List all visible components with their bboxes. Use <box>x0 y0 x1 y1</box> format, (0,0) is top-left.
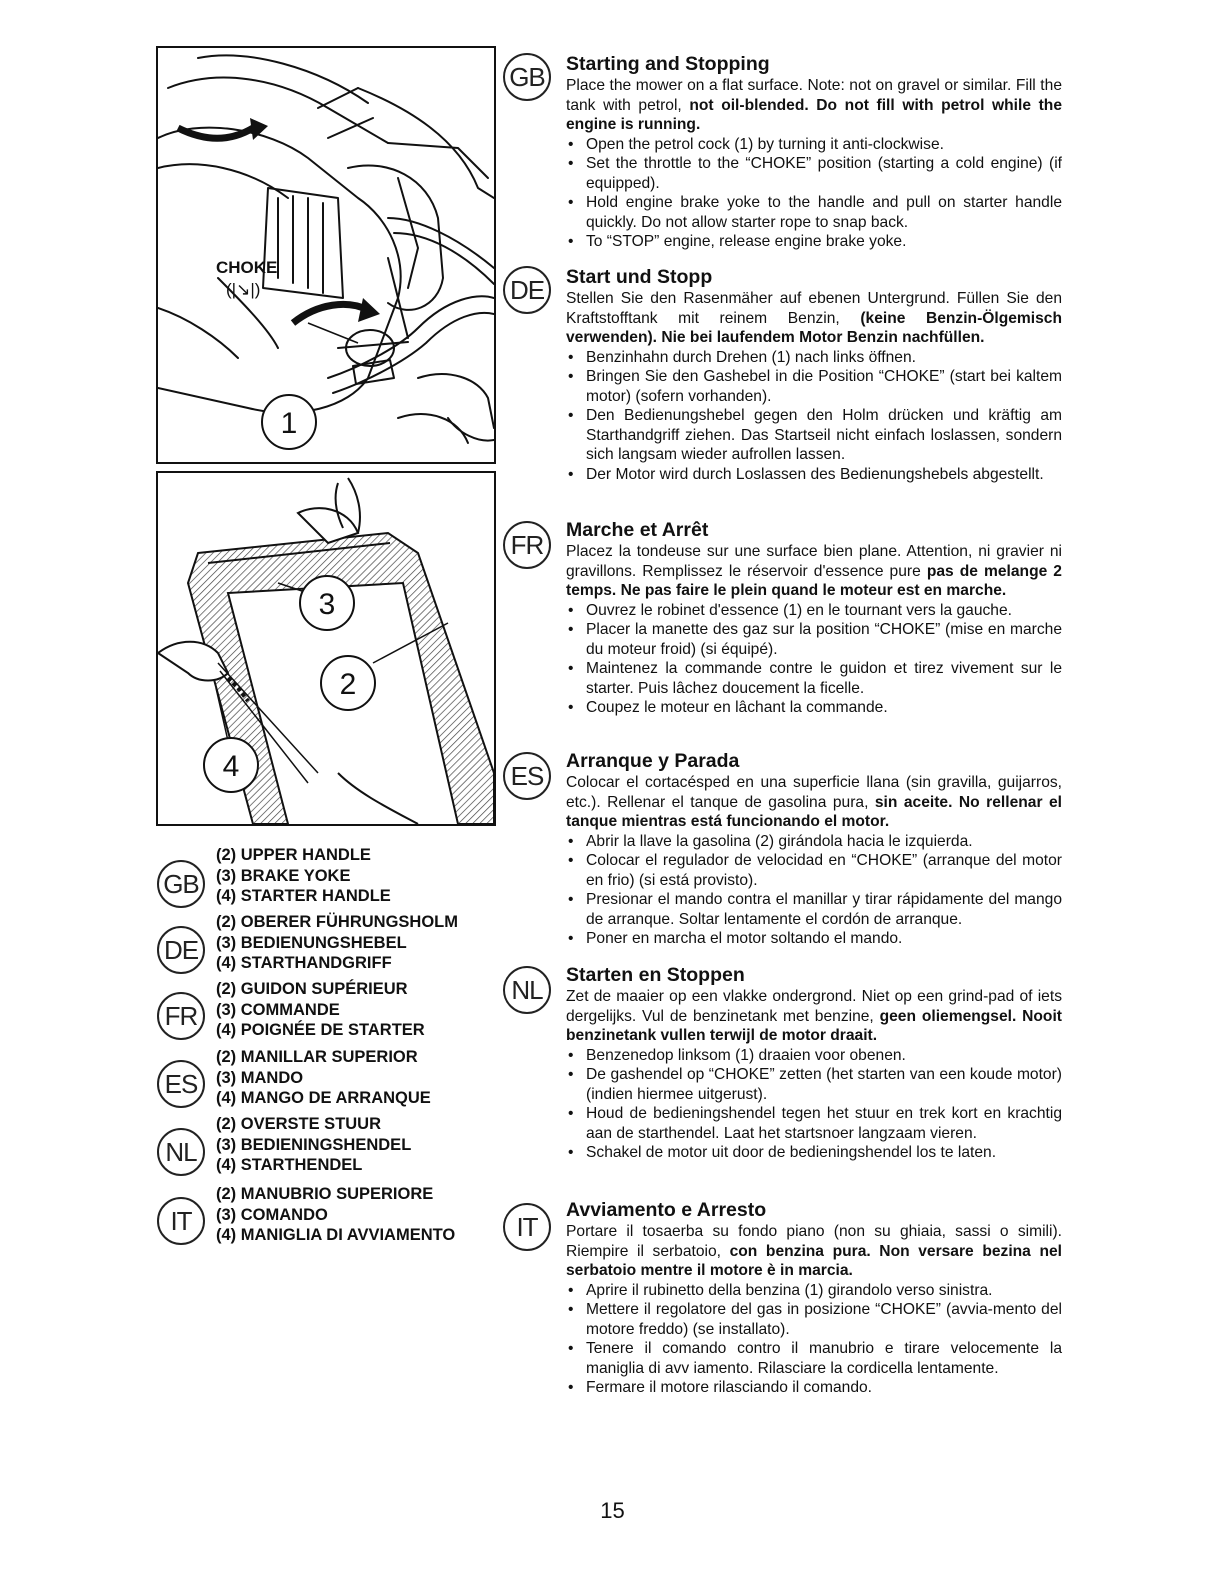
language-badge-de: DE <box>503 266 551 314</box>
legend-line: (4) POIGNÉE DE STARTER <box>216 1021 425 1039</box>
section-title: Start und Stopp <box>566 266 713 288</box>
legend-line: (2) GUIDON SUPÉRIEUR <box>216 980 408 998</box>
section-gb <box>566 53 1062 252</box>
legend-list-nl <box>216 1114 411 1176</box>
legend-line: (3) BRAKE YOKE <box>216 866 351 885</box>
legend-line: (4) STARTHENDEL <box>216 1156 363 1174</box>
language-badge-it: IT <box>157 1197 205 1245</box>
instruction-list <box>566 832 1062 949</box>
legend-list-fr <box>216 979 425 1041</box>
callout-3: 3 <box>318 588 336 621</box>
legend-line: (4) MANGO DE ARRANQUE <box>216 1089 431 1107</box>
instruction-item: • Maintenez la commande contre le guidon et tirez vivement sur le starter. Puis lâchez doucement la ficelle. <box>566 659 1062 698</box>
legend-line: (2) OBERER FÜHRUNGSHOLM <box>216 913 458 931</box>
legend-line: (2) MANUBRIO SUPERIORE <box>216 1185 434 1203</box>
language-badge-fr: FR <box>503 521 551 569</box>
instruction-item: • Poner en marcha el motor soltando el mando. <box>566 929 1062 949</box>
instruction-item: • To “STOP” engine, release engine brake yoke. <box>566 232 1062 252</box>
section-intro: Zet de maaier op een vlakke ondergrond. Niet op een grind-pad of iets dergelijks. Vul de benzinetank met benzine, geen oliemengsel. Nooit benzinetank vullen terwijl de motor draait. <box>566 988 1062 1044</box>
language-badge-gb: GB <box>157 860 205 908</box>
callout-1: 1 <box>280 407 298 440</box>
instruction-item: • Open the petrol cock (1) by turning it anti-clockwise. <box>566 135 1062 155</box>
instruction-list <box>566 1046 1062 1163</box>
instruction-item: • Abrir la llave la gasolina (2) girándola hacia le izquierda. <box>566 832 1062 852</box>
legend-line: (4) MANIGLIA DI AVVIAMENTO <box>216 1226 456 1244</box>
section-title: Avviamento e Arresto <box>566 1199 767 1221</box>
language-badge-de: DE <box>157 926 205 974</box>
section-de <box>566 266 1062 484</box>
legend-line: (3) BEDIENUNGSHEBEL <box>216 933 407 952</box>
section-intro: Portare il tosaerba su fondo piano (non su ghiaia, sassi o simili). Riempire il serbatoio, con benzina pura. Non versare bezina nel serbatoio mentre il motore è in marcia. <box>566 1223 1062 1279</box>
instruction-item: • Fermare il motore rilasciando il comando. <box>566 1378 1062 1398</box>
legend-line: (4) STARTHANDGRIFF <box>216 954 392 972</box>
section-fr <box>566 519 1062 718</box>
instruction-item: • Set the throttle to the “CHOKE” position (starting a cold engine) (if equipped). <box>566 154 1062 193</box>
legend-line: (3) COMMANDE <box>216 1000 340 1019</box>
instruction-item: • Schakel de motor uit door de bedieningshendel los te laten. <box>566 1143 1062 1163</box>
legend-list-es <box>216 1047 431 1109</box>
legend-line: (2) MANILLAR SUPERIOR <box>216 1048 418 1066</box>
page-number: 15 <box>600 1498 625 1523</box>
instruction-item: • De gashendel op “CHOKE” zetten (het starten van een koude motor) (indien hiermee uitgerust). <box>566 1065 1062 1104</box>
language-badge-it: IT <box>503 1203 551 1251</box>
section-title: Starting and Stopping <box>566 53 770 75</box>
instruction-item: • Bringen Sie den Gashebel in die Position “CHOKE” (start bei kaltem motor) (sofern vorhanden). <box>566 367 1062 406</box>
legend-list-it <box>216 1184 455 1246</box>
instruction-list <box>566 348 1062 485</box>
instruction-list <box>566 1281 1062 1398</box>
callout-4: 4 <box>222 750 240 783</box>
section-intro: Place the mower on a flat surface. Note: not on gravel or similar. Fill the tank with petrol, not oil-blended. Do not fill with petrol while the engine is running. <box>566 77 1063 133</box>
section-title: Arranque y Parada <box>566 750 740 772</box>
language-badge-gb: GB <box>503 53 551 101</box>
instruction-item: • Hold engine brake yoke to the handle and pull on starter handle quickly. Do not allow starter rope to snap back. <box>566 193 1062 232</box>
instruction-item: • Der Motor wird durch Loslassen des Bedienungshebels abgestellt. <box>566 465 1062 485</box>
section-intro: Placez la tondeuse sur une surface bien plane. Attention, ni gravier ni gravillons. Remplissez le réservoir d'essence pure pas de melange 2 temps. Ne pas faire le plein quand le moteur est en marche. <box>566 543 1062 599</box>
instruction-list <box>566 601 1062 718</box>
section-es <box>566 750 1062 949</box>
legend-line: (2) UPPER HANDLE <box>216 846 371 864</box>
legend-list-de <box>216 912 458 974</box>
instruction-item: • Benzinhahn durch Drehen (1) nach links öffnen. <box>566 348 1062 368</box>
instruction-item: • Houd de bedieningshendel tegen het stuur en trek kort en krachtig aan de starthendel. Laat het startsnoer langzaam vieren. <box>566 1104 1062 1143</box>
instruction-item: • Tenere il comando contro il manubrio e tirare velocemente la maniglia di avv iamento. Rilasciare la cordicella lentamente. <box>566 1339 1062 1378</box>
callout-2: 2 <box>339 668 357 701</box>
instruction-item: • Mettere il regolatore del gas in posizione “CHOKE” (avvia-mento del motore freddo) (se installato). <box>566 1300 1062 1339</box>
figure-handle <box>156 471 496 826</box>
section-intro: Stellen Sie den Rasenmäher auf ebenen Untergrund. Füllen Sie den Kraftstofftank mit reinem Benzin, (keine Benzin-Ölgemisch verwenden). Nie bei laufendem Motor Benzin nachfüllen. <box>566 290 1062 346</box>
instruction-list <box>566 135 1062 252</box>
instruction-item: • Presionar el mando contra el manillar y tirar rápidamente del mango de arranque. Soltar lentamente el cordón de arranque. <box>566 890 1062 929</box>
instruction-item: • Aprire il rubinetto della benzina (1) girandolo verso sinistra. <box>566 1281 1062 1301</box>
legend-line: (3) COMANDO <box>216 1205 328 1224</box>
section-nl <box>566 964 1062 1163</box>
instruction-item: • Ouvrez le robinet d'essence (1) en le tournant vers la gauche. <box>566 601 1062 621</box>
choke-label: CHOKE <box>216 258 278 277</box>
section-title: Marche et Arrêt <box>566 519 709 541</box>
language-badge-es: ES <box>503 752 551 800</box>
legend-line: (3) BEDIENINGSHENDEL <box>216 1135 412 1154</box>
engine-illustration <box>158 48 494 462</box>
section-it <box>566 1199 1062 1398</box>
instruction-item: • Benzenedop linksom (1) draaien voor obenen. <box>566 1046 1062 1066</box>
language-badge-es: ES <box>157 1060 205 1108</box>
language-badge-nl: NL <box>503 966 551 1014</box>
language-badge-nl: NL <box>157 1128 205 1176</box>
section-intro: Colocar el cortacésped en una superficie llana (sin gravilla, guijarros, etc.). Rellenar el tanque de gasolina pura, sin aceite. No rellenar el tanque mientras está funcionando el motor. <box>566 774 1062 830</box>
figure-choke-engine <box>156 46 496 464</box>
legend-list-gb <box>216 845 391 907</box>
legend-line: (4) STARTER HANDLE <box>216 887 391 905</box>
legend-line: (3) MANDO <box>216 1068 304 1087</box>
instruction-item: • Coupez le moteur en lâchant la commande. <box>566 698 1062 718</box>
choke-symbol: (|↘|) <box>226 280 261 299</box>
instruction-item: • Placer la manette des gaz sur la position “CHOKE” (mise en marche du moteur froid) (si équipé). <box>566 620 1062 659</box>
instruction-item: • Den Bedienungshebel gegen den Holm drücken und kräftig am Starthandgriff ziehen. Das Startseil nicht einfach loslassen, sondern sich langsam wieder aufrollen lassen. <box>566 406 1062 465</box>
language-badge-fr: FR <box>157 992 205 1040</box>
legend-line: (2) OVERSTE STUUR <box>216 1115 382 1133</box>
section-title: Starten en Stoppen <box>566 964 745 986</box>
handle-illustration <box>158 473 494 824</box>
instruction-item: • Colocar el regulador de velocidad en “CHOKE” (arranque del motor en frio) (si está provisto). <box>566 851 1062 890</box>
